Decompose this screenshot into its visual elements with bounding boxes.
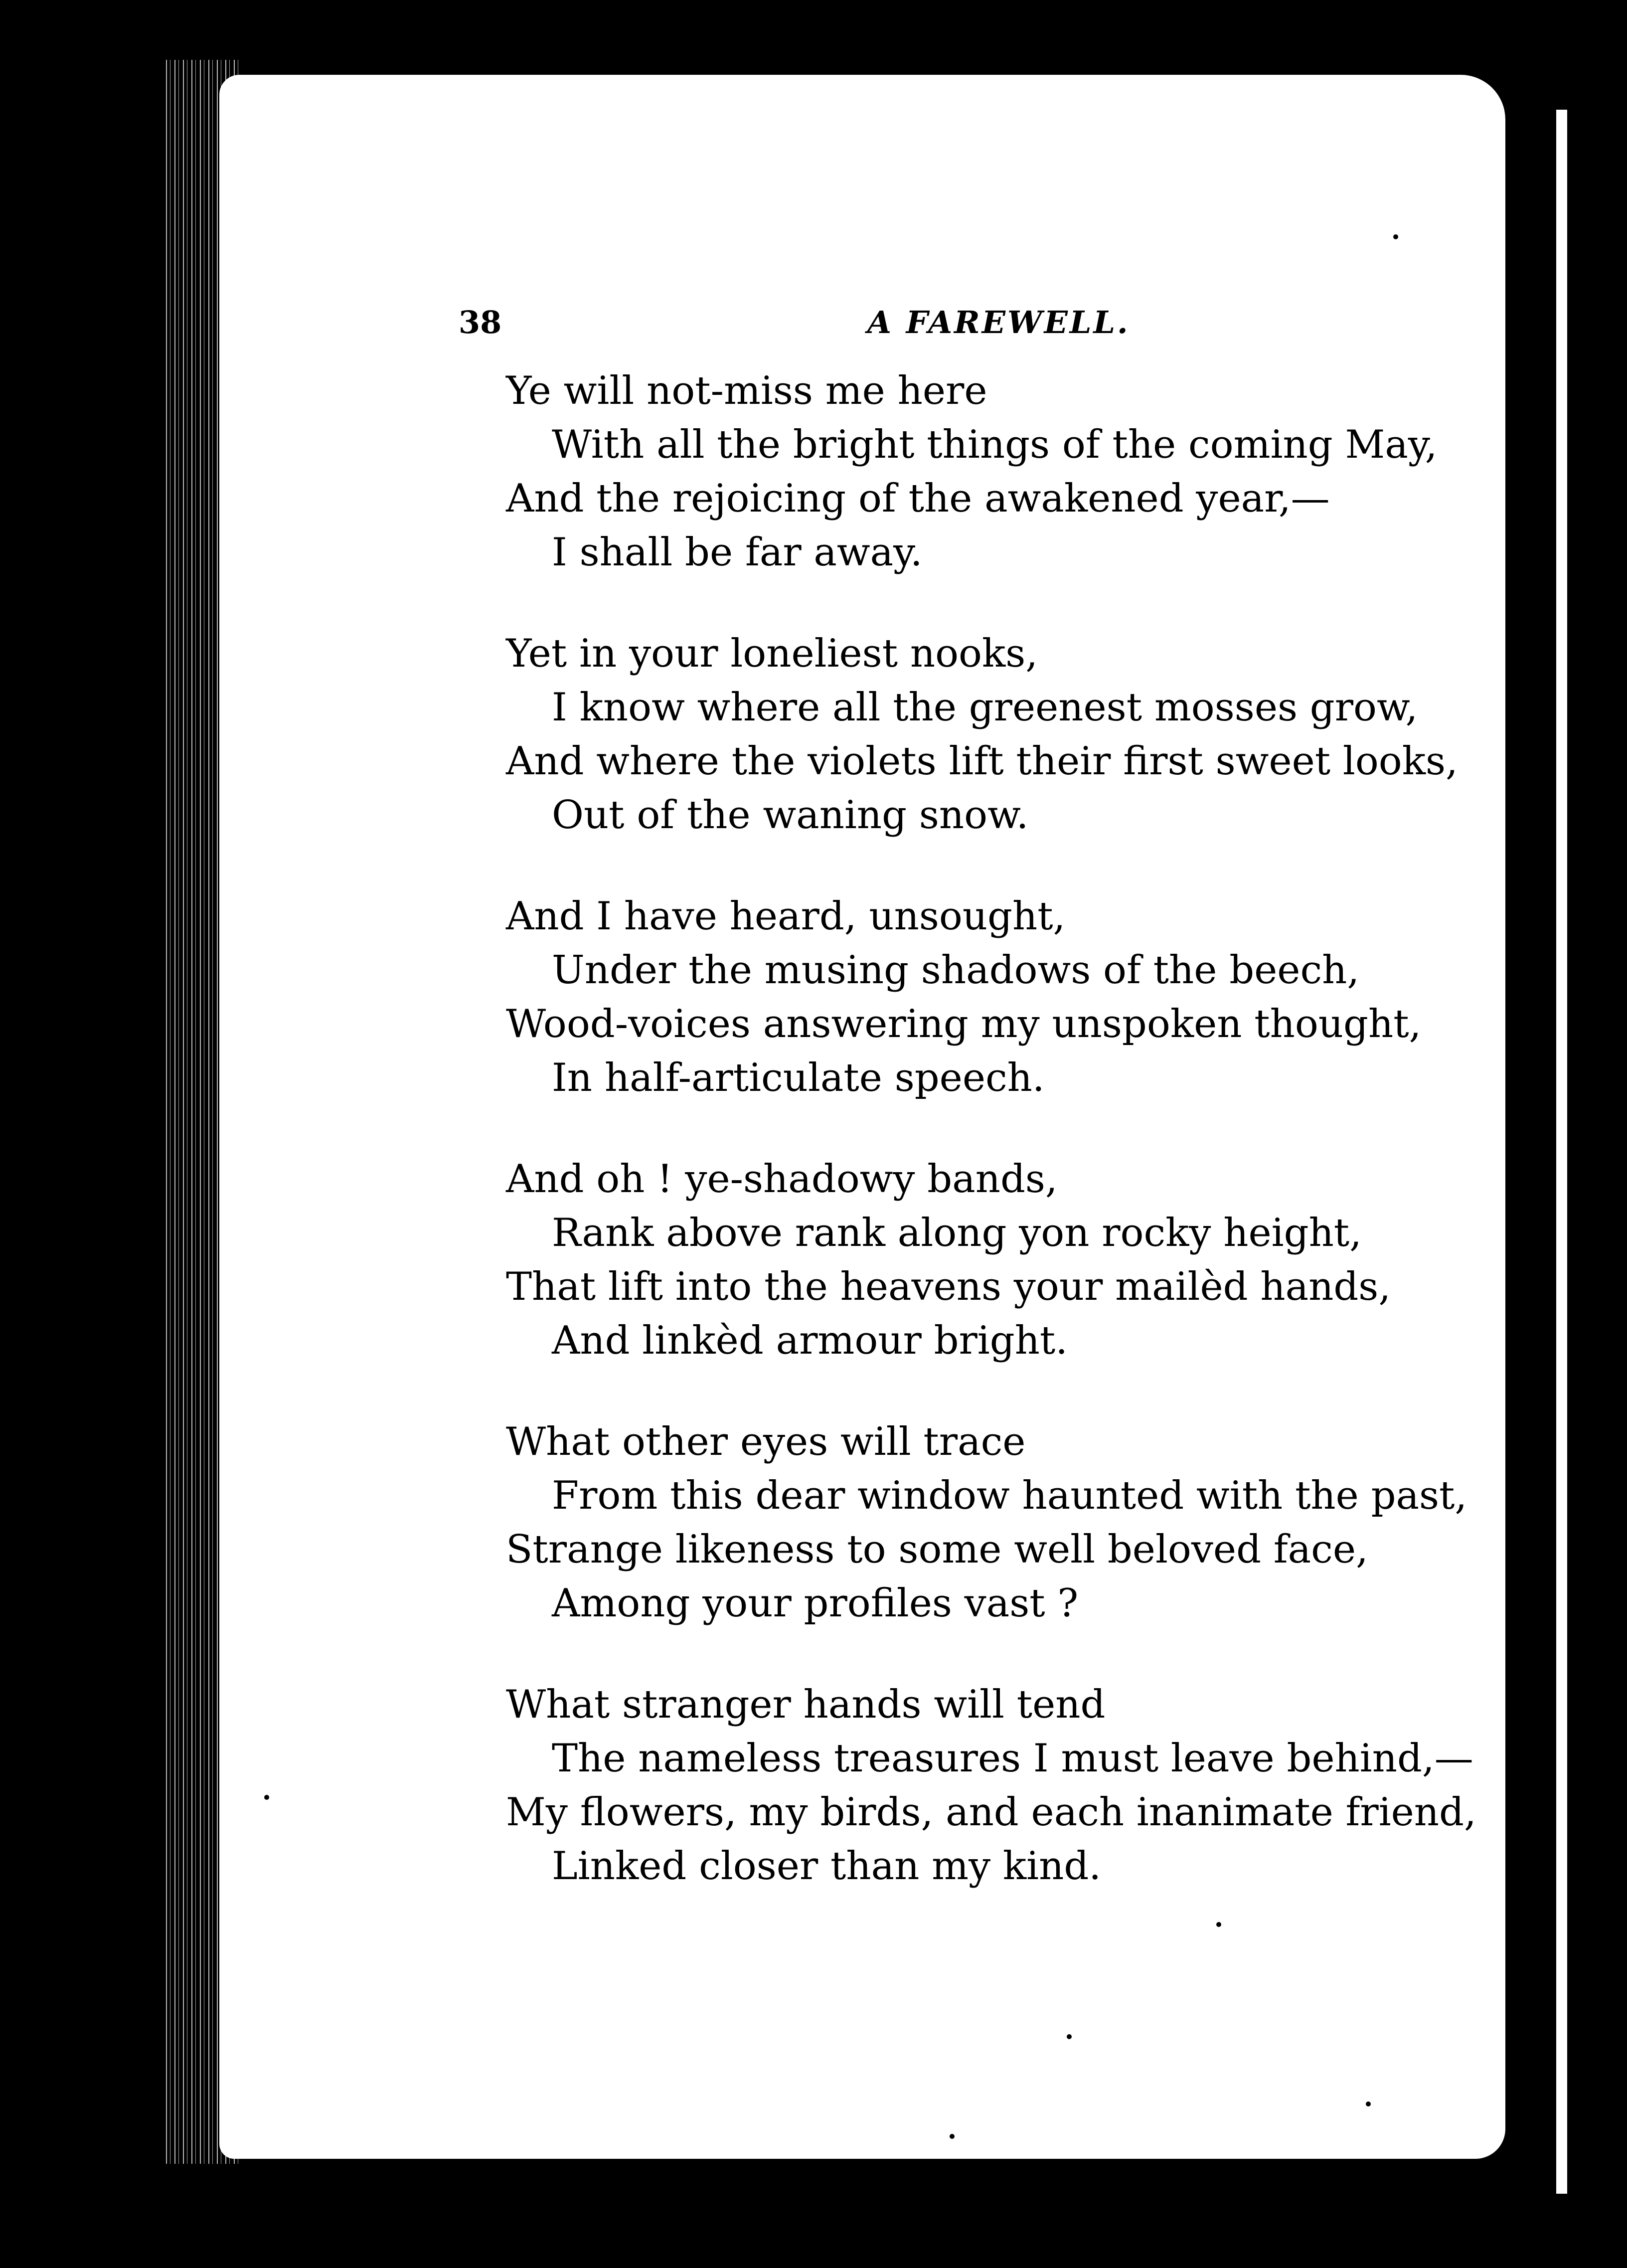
stanza xyxy=(506,364,1453,579)
poem-line: My flowers, my birds, and each inanimate friend, xyxy=(506,1790,1476,1835)
poem-line: Yet in your loneliest nooks, xyxy=(506,631,1038,676)
poem-line: Among your profiles vast ? xyxy=(552,1581,1079,1626)
stanza xyxy=(506,1415,1467,1630)
scan-speck xyxy=(1216,1922,1221,1927)
poem-line: Rank above rank along yon rocky height, xyxy=(552,1211,1362,1255)
poem xyxy=(506,364,1476,1940)
stanza xyxy=(506,1152,1453,1368)
poem-line: Linked closer than my kind. xyxy=(552,1844,1102,1889)
stanza xyxy=(506,1678,1476,1893)
poem-line: I shall be far away. xyxy=(552,530,923,575)
poem-line: Strange likeness to some well beloved face, xyxy=(506,1527,1368,1572)
stanza xyxy=(506,889,1453,1105)
poem-line: From this dear window haunted with the past, xyxy=(552,1473,1467,1518)
scan-speck xyxy=(1067,2034,1072,2039)
poem-line: And oh ! ye-shadowy bands, xyxy=(506,1157,1058,1202)
poem-line: I know where all the greenest mosses grow, xyxy=(552,685,1418,730)
poem-line: And I have heard, unsought, xyxy=(506,894,1066,939)
scan-speck xyxy=(950,2134,955,2139)
poem-line: The nameless treasures I must leave behind,— xyxy=(552,1736,1473,1781)
poem-line: And where the violets lift their first sweet looks, xyxy=(506,739,1458,784)
running-head xyxy=(459,304,1406,354)
poem-line: And the rejoicing of the awakened year,— xyxy=(506,476,1330,521)
stanza xyxy=(506,627,1458,842)
poem-line: Out of the waning snow. xyxy=(552,793,1029,838)
scan-speck xyxy=(1366,2101,1371,2106)
poem-line: With all the bright things of the coming May, xyxy=(552,422,1438,467)
poem-line: Wood-voices answering my unspoken thought, xyxy=(506,1002,1422,1047)
page-number: 38 xyxy=(459,304,502,341)
poem-line: In half-articulate speech. xyxy=(552,1055,1045,1100)
poem-line: What other eyes will trace xyxy=(506,1419,1026,1464)
facing-page-edge xyxy=(1556,110,1567,2194)
scan-speck xyxy=(1393,234,1398,239)
poem-line: Under the musing shadows of the beech, xyxy=(552,948,1360,993)
poem-line: And linkèd armour bright. xyxy=(552,1318,1068,1363)
scan-speck xyxy=(264,1795,269,1800)
page-title: A FAREWELL. xyxy=(867,304,1130,341)
poem-line: What stranger hands will tend xyxy=(506,1682,1106,1727)
poem-line: Ye will not-miss me here xyxy=(506,368,987,413)
poem-line: That lift into the heavens your mailèd hands, xyxy=(506,1264,1391,1309)
